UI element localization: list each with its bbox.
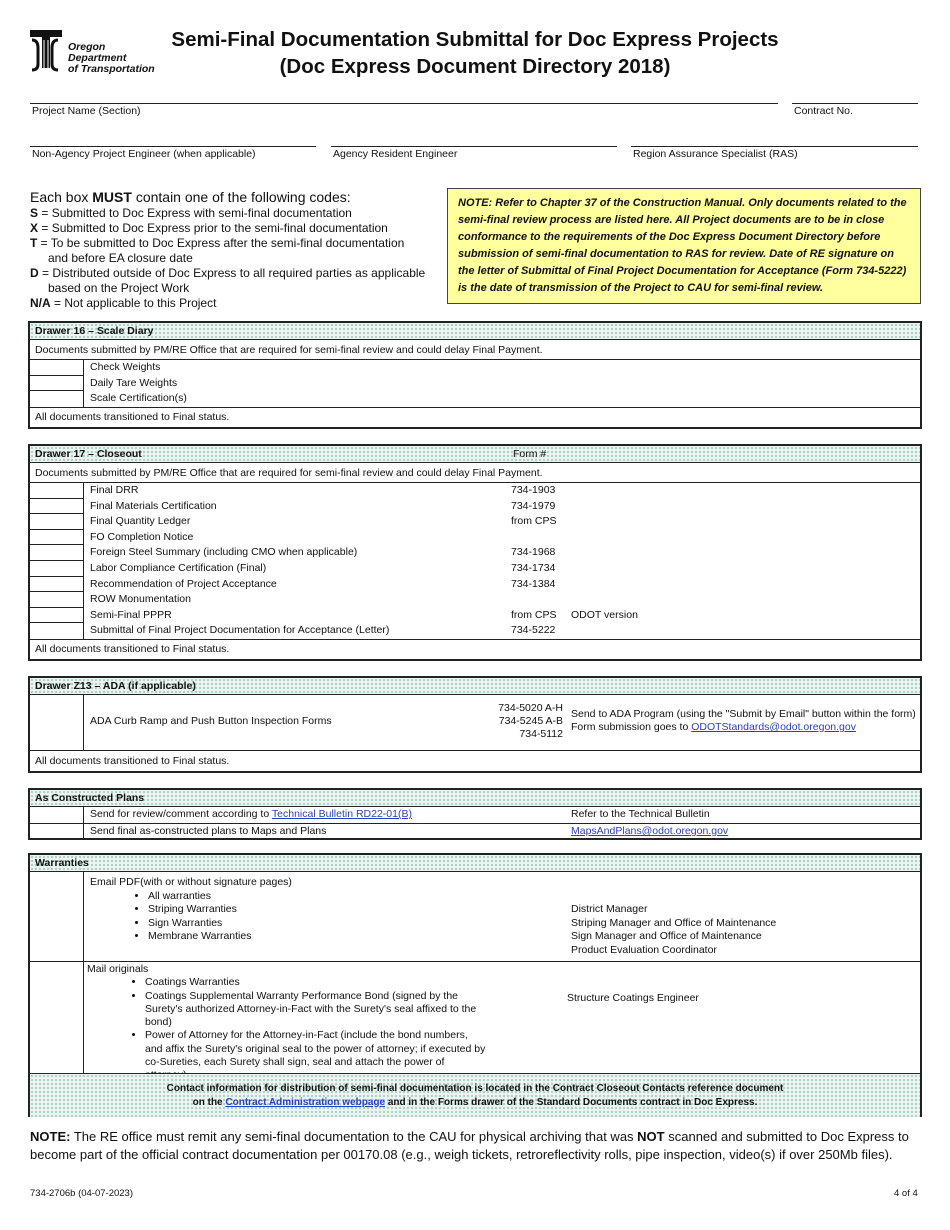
form-number-header: Form # bbox=[513, 448, 547, 460]
logo-line-2: Department bbox=[68, 52, 127, 64]
drawer-17-row: Final Quantity Ledger from CPS bbox=[30, 514, 920, 530]
ada-form-numbers: 734-5020 A-H 734-5245 A-B 734-5112 bbox=[498, 702, 563, 740]
page-title bbox=[150, 26, 800, 80]
ras-label: Region Assurance Specialist (RAS) bbox=[633, 148, 798, 160]
odot-logo-icon bbox=[28, 28, 64, 72]
as-constructed-section bbox=[28, 788, 922, 840]
refer-bulletin-text: Refer to the Technical Bulletin bbox=[571, 808, 710, 820]
code-box[interactable] bbox=[30, 824, 84, 840]
warranties-email-row bbox=[30, 872, 920, 962]
contract-no-label: Contract No. bbox=[794, 105, 853, 117]
email-item: • All warranties bbox=[148, 890, 292, 904]
drawer-16-section bbox=[28, 321, 922, 429]
drawer-16-intro: Documents submitted by PM/RE Office that are required for semi-final review and could delay Final Payment. bbox=[30, 340, 920, 360]
drawer-17-row: Submittal of Final Project Documentation for Acceptance (Letter) 734-5222 bbox=[30, 623, 920, 639]
project-name-label: Project Name (Section) bbox=[32, 105, 141, 117]
drawer-16-row: Daily Tare Weights bbox=[30, 376, 920, 392]
logo-line-3: of Transportation bbox=[68, 63, 155, 75]
drawer-17-row: Labor Compliance Certification (Final) 734-1734 bbox=[30, 561, 920, 577]
title-line-1: Semi-Final Documentation Submittal for Doc Express Projects bbox=[171, 28, 779, 51]
drawer-16-footer: All documents transitioned to Final status. bbox=[35, 411, 230, 424]
drawer-z13-section bbox=[28, 676, 922, 773]
contact-info-box bbox=[30, 1074, 920, 1117]
ras-field[interactable] bbox=[631, 146, 918, 147]
drawer-17-header bbox=[30, 446, 920, 463]
code-box[interactable] bbox=[30, 376, 84, 392]
drawer-z13-row bbox=[30, 695, 920, 751]
codes-lead: Each box MUST contain one of the following codes: bbox=[30, 189, 351, 205]
drawer-17-row: FO Completion Notice bbox=[30, 530, 920, 546]
drawer-17-row: Final DRR 734-1903 bbox=[30, 483, 920, 499]
agency-resident-engineer-field[interactable] bbox=[331, 146, 617, 147]
drawer-z13-footer: All documents transitioned to Final status. bbox=[35, 755, 230, 767]
warranties-mail-row bbox=[30, 962, 920, 1074]
as-constructed-row-1: Send for review/comment according to Technical Bulletin RD22-01(B) Refer to the Technical Bulletin bbox=[30, 807, 920, 824]
email-item: • Striping Warranties bbox=[148, 903, 292, 917]
code-box[interactable] bbox=[30, 391, 84, 407]
page-number: 4 of 4 bbox=[894, 1188, 918, 1199]
code-box[interactable] bbox=[30, 514, 84, 530]
form-number: 734-2706b (04-07-2023) bbox=[30, 1188, 133, 1199]
drawer-17-footer: All documents transitioned to Final status. bbox=[35, 643, 230, 656]
mail-item: • Coatings Warranties bbox=[145, 976, 487, 989]
email-contacts: District Manager Striping Manager and Office of Maintenance Sign Manager and Office of Maintenance Product Evaluation Coordinator bbox=[571, 903, 777, 956]
contract-no-field[interactable] bbox=[792, 103, 918, 104]
drawer-17-row: ROW Monumentation bbox=[30, 592, 920, 608]
mail-item: • Power of Attorney for the Attorney-in-Fact (include the bond numbers, and affix the Surety's original seal to the power of attorney; if executed by co-Sureties, each Surety shall sign, seal and attach the power of bbox=[145, 1029, 487, 1082]
note-box: NOTE: Refer to Chapter 37 of the Construction Manual. Only documents related to the semi-final review process are listed here. All Project documents are to be in close conformance to the requirements of the Doc Express Document Directory before submission of semi-final documentation to RAS for review. Date of RE signature on the letter of Submittal of Final Project Documentation for Acceptance (Form 734-5222) is the date of transmission of the Project to CAU for semi-final review. bbox=[447, 188, 921, 304]
code-d: D = Distributed outside of Doc Express to all required parties as applicable bbox=[30, 266, 426, 280]
drawer-17-row: Foreign Steel Summary (including CMO when applicable) 734-1968 bbox=[30, 545, 920, 561]
warranties-section bbox=[28, 853, 922, 1117]
drawer-17-intro: Documents submitted by PM/RE Office that are required for semi-final review and could delay Final Payment. bbox=[30, 463, 920, 483]
drawer-16-row: Scale Certification(s) bbox=[30, 391, 920, 407]
code-box[interactable] bbox=[30, 530, 84, 546]
archive-note: NOTE: The RE office must remit any semi-final documentation to the CAU for physical archiving that was NOT scanned and submitted to Doc Express to become part of the official contract documentation per 00170.08 (e.g., weigh tickets, retroreflectivity rolls, pipe inspection, video(s) if over 250Mb files). bbox=[30, 1129, 909, 1162]
email-item: • Membrane Warranties bbox=[148, 930, 292, 944]
drawer-17-rows bbox=[30, 483, 920, 640]
ada-forms-label: ADA Curb Ramp and Push Button Inspection Forms bbox=[90, 715, 332, 727]
code-box[interactable] bbox=[30, 577, 84, 593]
drawer-16-title: Drawer 16 – Scale Diary bbox=[30, 323, 920, 340]
contact-line-1: Contact information for distribution of semi-final documentation is located in the Contract Closeout Contacts reference document bbox=[166, 1082, 784, 1094]
code-box[interactable] bbox=[30, 483, 84, 499]
drawer-16-row: Check Weights bbox=[30, 360, 920, 376]
code-box[interactable] bbox=[30, 545, 84, 561]
code-x: X = Submitted to Doc Express prior to the semi-final documentation bbox=[30, 221, 388, 235]
code-na: N/A = Not applicable to this Project bbox=[30, 296, 217, 310]
code-d-cont: based on the Project Work bbox=[48, 281, 190, 295]
drawer-17-row: Final Materials Certification 734-1979 bbox=[30, 499, 920, 515]
drawer-17-row: Recommendation of Project Acceptance 734-1384 bbox=[30, 577, 920, 593]
project-name-field[interactable] bbox=[30, 103, 778, 104]
codes-legend bbox=[30, 188, 430, 311]
mail-item: • Coatings Supplemental Warranty Performance Bond (signed by the Surety's authorized Attorney-in-Fact with the Surety's seal affixed to the bond) bbox=[145, 990, 487, 1030]
warranties-title: Warranties bbox=[30, 855, 920, 872]
drawer-17-row: Semi-Final PPPR from CPS ODOT version bbox=[30, 608, 920, 624]
code-box[interactable] bbox=[30, 872, 84, 961]
code-box[interactable] bbox=[30, 561, 84, 577]
ada-instructions: Send to ADA Program (using the "Submit by Email" button within the form) Form submission goes to ODOTStandards@odot.oregon.gov bbox=[571, 708, 916, 733]
code-t: T = To be submitted to Doc Express after the semi-final documentation bbox=[30, 236, 405, 250]
code-box[interactable] bbox=[30, 623, 84, 639]
code-box[interactable] bbox=[30, 360, 84, 376]
maps-and-plans-email-link[interactable]: MapsAndPlans@odot.oregon.gov bbox=[571, 825, 729, 837]
code-box[interactable] bbox=[30, 499, 84, 515]
email-pdf-block bbox=[90, 876, 292, 944]
contact-line-2: on the Contract Administration webpage and in the Forms drawer of the Standard Documents contract in Doc Express. bbox=[192, 1096, 758, 1108]
mail-originals-block bbox=[87, 963, 487, 1083]
drawer-17-section bbox=[28, 444, 922, 661]
code-box[interactable] bbox=[30, 592, 84, 608]
code-s: S = Submitted to Doc Express with semi-final documentation bbox=[30, 206, 352, 220]
email-pdf-heading: Email PDF(with or without signature pages) bbox=[90, 876, 292, 888]
logo-line-1: Oregon bbox=[68, 41, 106, 53]
non-agency-engineer-field[interactable] bbox=[30, 146, 316, 147]
title-line-2: (Doc Express Document Directory 2018) bbox=[279, 55, 671, 78]
code-box[interactable] bbox=[30, 695, 84, 750]
non-agency-engineer-label: Non-Agency Project Engineer (when applicable) bbox=[32, 148, 256, 160]
mail-contact: Structure Coatings Engineer bbox=[567, 992, 699, 1004]
code-t-cont: and before EA closure date bbox=[48, 251, 193, 265]
drawer-17-title: Drawer 17 – Closeout bbox=[35, 448, 142, 460]
as-constructed-row-2: Send final as-constructed plans to Maps and Plans MapsAndPlans@odot.oregon.gov bbox=[30, 824, 920, 840]
technical-bulletin-link[interactable]: Technical Bulletin RD22-01(B) bbox=[271, 808, 412, 820]
code-box[interactable] bbox=[30, 807, 84, 823]
drawer-z13-title: Drawer Z13 – ADA (if applicable) bbox=[30, 678, 920, 695]
agency-resident-engineer-label: Agency Resident Engineer bbox=[333, 148, 458, 160]
mail-originals-heading: Mail originals bbox=[87, 963, 149, 975]
code-box[interactable] bbox=[30, 962, 84, 1073]
email-item: • Sign Warranties bbox=[148, 917, 292, 931]
drawer-16-rows bbox=[30, 360, 920, 408]
code-box[interactable] bbox=[30, 608, 84, 624]
odot-standards-email-link[interactable]: ODOTStandards@odot.oregon.gov bbox=[691, 721, 856, 733]
as-constructed-title: As Constructed Plans bbox=[30, 790, 920, 807]
contract-administration-link[interactable]: Contract Administration webpage bbox=[225, 1096, 386, 1108]
